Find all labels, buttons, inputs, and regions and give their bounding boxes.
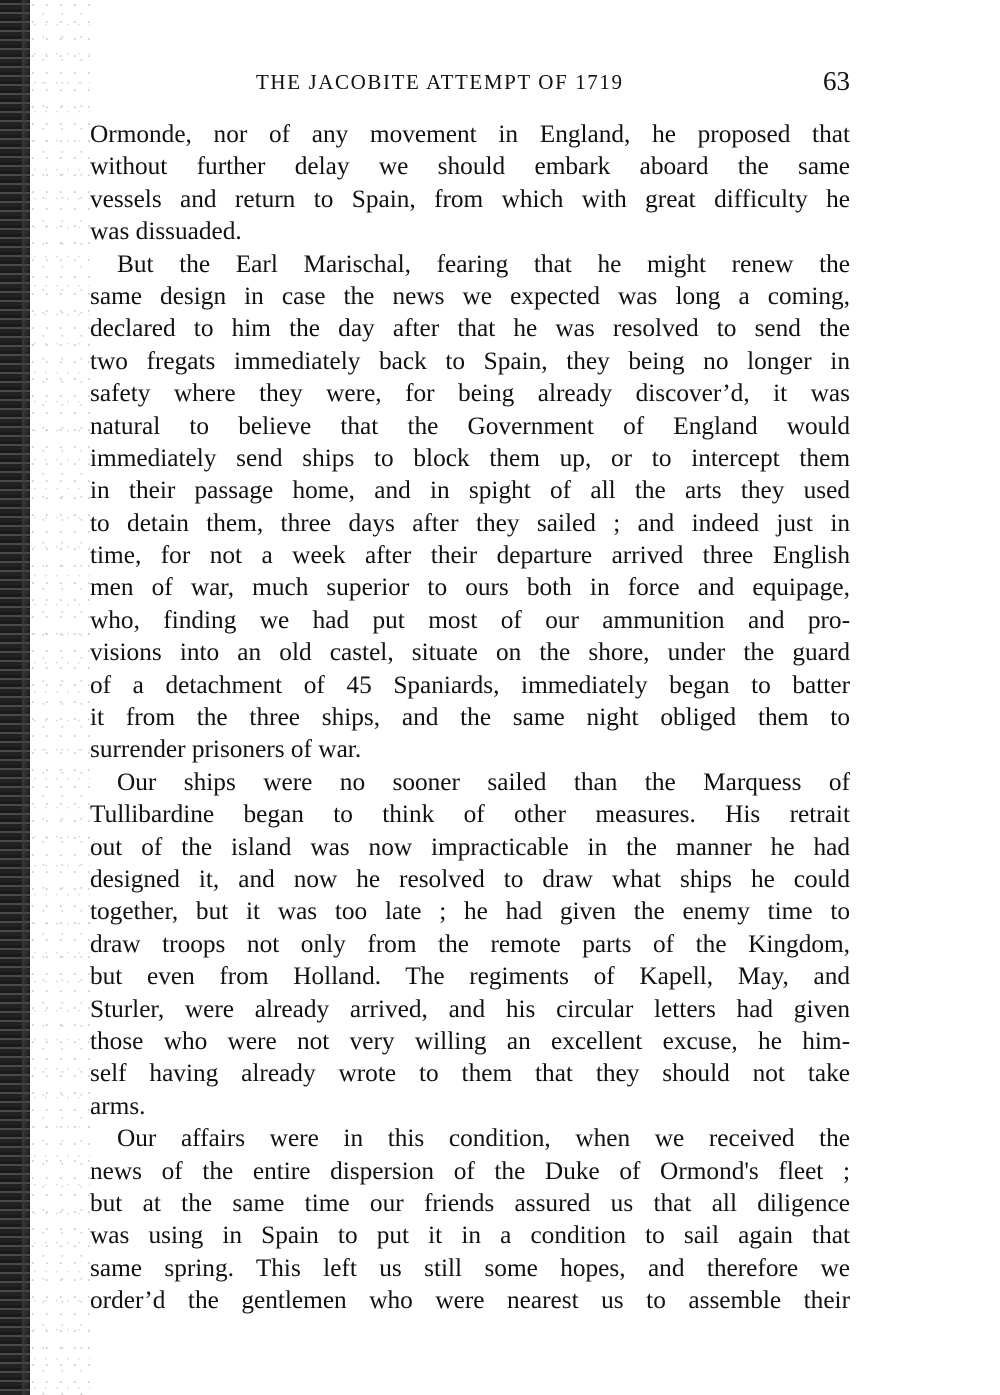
text-line: Sturler, were already arrived, and his circular letters had given xyxy=(90,994,850,1023)
text-line: Tullibardine began to think of other measures. His retrait xyxy=(90,800,850,829)
text-line: in their passage home, and in spight of all the arts they used xyxy=(90,476,850,505)
text-line: arms. xyxy=(90,1091,146,1120)
text-line: But the Earl Marischal, fearing that he might renew the xyxy=(117,249,850,278)
text-line: of a detachment of 45 Spaniards, immediately began to batter xyxy=(90,670,850,699)
text-line: declared to him the day after that he was resolved to send the xyxy=(90,314,850,343)
text-line: to detain them, three days after they sailed ; and indeed just in xyxy=(90,508,850,537)
text-line: time, for not a week after their departure arrived three English xyxy=(90,541,850,570)
text-line: was using in Spain to put it in a condition to sail again that xyxy=(90,1221,850,1250)
text-line: draw troops not only from the remote parts of the Kingdom, xyxy=(90,929,850,958)
text-line: two fregats immediately back to Spain, they being no longer in xyxy=(90,346,850,375)
text-line: order’d the gentlemen who were nearest us to assemble their xyxy=(90,1286,850,1315)
body-text xyxy=(90,118,850,1316)
text-line: it from the three ships, and the same night obliged them to xyxy=(90,703,850,732)
text-line: vessels and return to Spain, from which with great difficulty he xyxy=(90,184,850,213)
text-line: men of war, much superior to ours both in force and equipage, xyxy=(90,573,850,602)
text-line: news of the entire dispersion of the Duke of Ormond's fleet ; xyxy=(90,1156,850,1185)
text-line: visions into an old castel, situate on the shore, under the guard xyxy=(90,638,850,667)
text-line: but at the same time our friends assured us that all diligence xyxy=(90,1188,850,1217)
text-line: natural to believe that the Government of England would xyxy=(90,411,850,440)
text-line: same spring. This left us still some hopes, and therefore we xyxy=(90,1253,850,1282)
scan-binding-edge xyxy=(0,0,30,1395)
page-number: 63 xyxy=(823,66,850,96)
page-header xyxy=(90,66,850,106)
text-line: was dissuaded. xyxy=(90,217,242,246)
text-line: without further delay we should embark aboard the same xyxy=(90,152,850,181)
text-line: together, but it was too late ; he had given the enemy time to xyxy=(90,897,850,926)
running-title: THE JACOBITE ATTEMPT OF 1719 xyxy=(256,70,624,94)
text-line: safety where they were, for being already discover’d, it was xyxy=(90,379,850,408)
text-line: surrender prisoners of war. xyxy=(90,735,362,764)
text-line: who, finding we had put most of our ammunition and pro- xyxy=(90,605,850,634)
text-line: immediately send ships to block them up, or to intercept them xyxy=(90,443,850,472)
text-line: Our affairs were in this condition, when we received the xyxy=(117,1124,850,1153)
text-line: Ormonde, nor of any movement in England, he proposed that xyxy=(90,120,850,148)
text-line: self having already wrote to them that they should not take xyxy=(90,1059,850,1088)
text-line: but even from Holland. The regiments of Kapell, May, and xyxy=(90,962,850,991)
text-line: out of the island was now impracticable in the manner he had xyxy=(90,832,850,861)
scan-speckle xyxy=(30,0,90,1395)
text-line: same design in case the news we expected was long a coming, xyxy=(90,281,850,310)
text-line: those who were not very willing an excellent excuse, he him- xyxy=(90,1026,850,1055)
text-line: designed it, and now he resolved to draw what ships he could xyxy=(90,864,850,893)
text-line: Our ships were no sooner sailed than the Marquess of xyxy=(117,767,850,796)
